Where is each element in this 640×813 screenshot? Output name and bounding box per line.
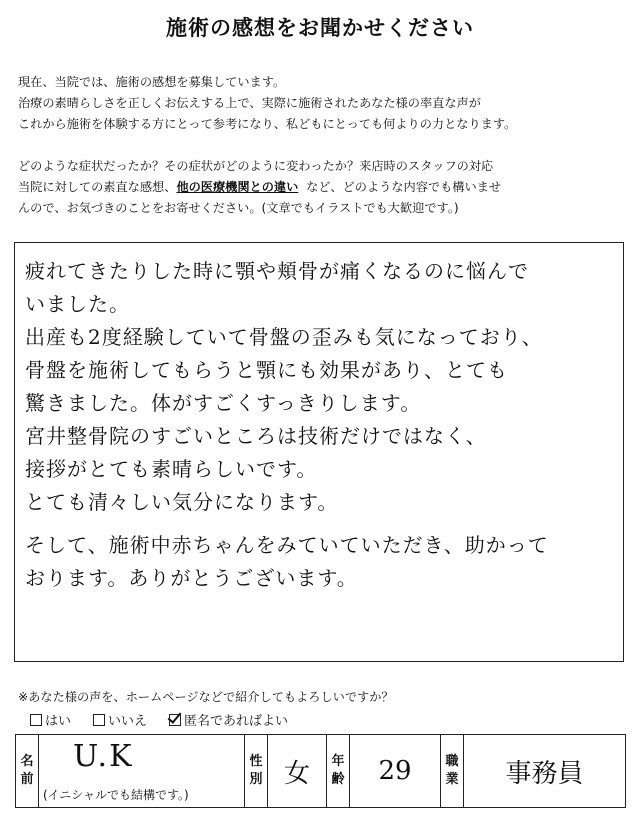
intro-line-post: など、どのような内容でも構いませ [306,180,502,194]
intro-line: 治療の素晴らしさを正しくお伝えする上で、実際に施術されたあなた様の率直な声が [18,96,481,110]
comment-line: 接拶がとても素晴らしいです。 [25,457,318,481]
intro-line [18,177,628,198]
age-label-bottom: 齢 [331,772,345,787]
age-field[interactable] [350,735,441,808]
checkbox-yes[interactable] [30,714,42,726]
gender-label-top: 性 [249,754,263,769]
gender-value: 女 [283,758,310,789]
age-label-top: 年 [331,754,345,769]
gender-label [245,735,268,808]
name-label [16,735,39,808]
intro-text [18,72,628,219]
job-field[interactable] [464,735,626,808]
gender-field[interactable] [268,735,327,808]
job-label [441,735,464,808]
comment-line: 宮井整骨院のすごいところは技術だけではなく、 [25,424,487,448]
intro-spacer [18,135,628,156]
job-label-bottom: 業 [445,772,459,787]
intro-line: これから施術を体験する方にとって参考になり、私どもにとっても何よりの力となります。 [18,117,517,131]
option-label: いいえ [108,714,148,729]
name-label-bottom: 前 [20,772,34,787]
intro-emphasis: 他の医療機関との違い [176,180,299,194]
option-label: 匿名であればよい [184,714,289,729]
intro-line: どのような症状だったか？その症状がどのように変わったか？来店時のスタッフの対応 [18,159,494,173]
intro-line: んので、お気づきのことをお寄せください。(文章でもイラストでも大歓迎です。) [18,201,459,215]
comment-line: 出産も2度経験していて骨盤の歪みも気になっており、 [25,325,543,349]
name-value: U.K [73,739,134,774]
intro-line: 現在、当院では、施術の感想を募集しています。 [18,75,286,89]
consent-option-anonymous[interactable] [169,710,288,729]
comment-line: とても清々しい気分になります。 [25,490,339,514]
consent-options [30,710,288,729]
age-value: 29 [378,756,412,786]
name-label-top: 名 [20,754,34,769]
intro-line-pre: 当院に対しての素直な感想、 [18,180,177,194]
comment-line: そして、施術中赤ちゃんをみていていただき、助かって [25,533,549,557]
comment-line: おります。ありがとうございます。 [25,566,358,590]
name-field[interactable] [39,735,245,808]
comment-box [14,242,624,662]
comment-line: 驚きました。体がすごくすっきりします。 [25,391,422,415]
gender-label-bottom: 別 [249,772,263,787]
age-label [327,735,350,808]
consent-option-yes[interactable] [30,710,71,729]
name-note: (イニシャルでも結構です。) [43,788,189,802]
job-label-top: 職 [445,754,459,769]
job-value: 事務員 [505,758,584,789]
handwritten-comment [25,255,620,595]
comment-line: 疲れてきたりした時に顎や頬骨が痛くなるのに悩んで [25,259,529,283]
checkbox-no[interactable] [93,714,105,726]
comment-line: 骨盤を施術してもらうと顎にも効果があり、とても [25,358,508,382]
option-label: はい [45,714,72,729]
consent-question: ※あなた様の声を、ホームページなどで紹介してもよろしいですか？ [18,690,394,704]
consent-option-no[interactable] [93,710,147,729]
comment-line: いました。 [25,292,130,316]
checkbox-anonymous[interactable] [169,714,181,726]
page-title: 施術の感想をお聞かせください [166,16,474,40]
info-table [15,734,626,808]
